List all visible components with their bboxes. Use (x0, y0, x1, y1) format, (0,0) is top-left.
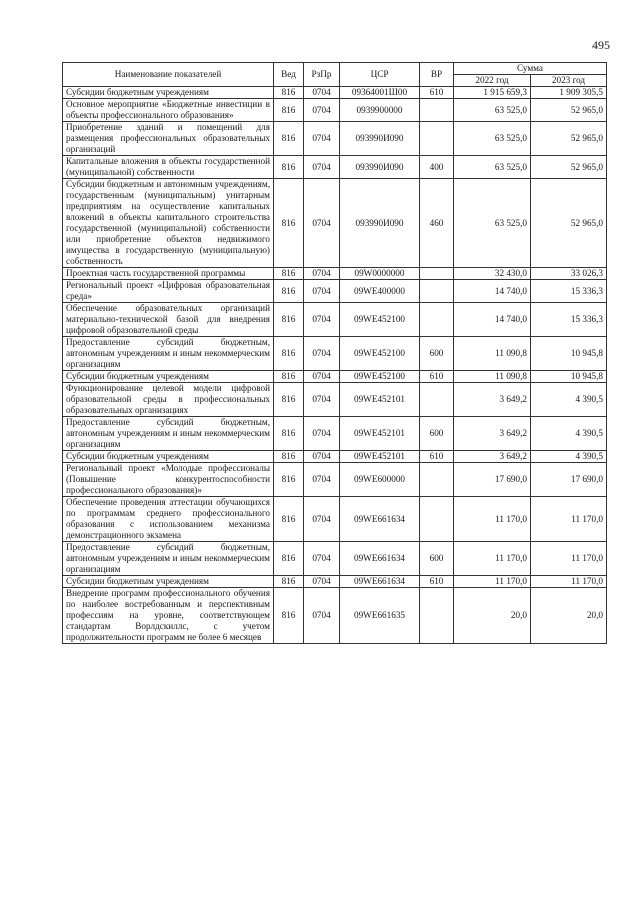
cell-rzpr: 0704 (304, 179, 340, 268)
cell-rzpr: 0704 (304, 451, 340, 463)
cell-vr (420, 588, 454, 644)
cell-ved: 816 (274, 588, 304, 644)
cell-ved: 816 (274, 542, 304, 576)
table-body (63, 87, 607, 644)
cell-name: Обеспечение проведения аттестации обучающихся по программам среднего профессионального образования с использованием механизма демонстрационного экзамена (63, 497, 274, 542)
table-row (63, 268, 607, 280)
table-row (63, 303, 607, 337)
table-row (63, 588, 607, 644)
header-ved: Вед (274, 63, 304, 87)
cell-ved: 816 (274, 99, 304, 122)
cell-y2023: 1 909 305,5 (531, 87, 607, 99)
header-name: Наименование показателей (63, 63, 274, 87)
cell-y2022: 20,0 (454, 588, 531, 644)
cell-csr: 09WE400000 (340, 280, 420, 303)
cell-ved: 816 (274, 383, 304, 417)
table-row (63, 280, 607, 303)
cell-name: Капитальные вложения в объекты государственной (муниципальной) собственности (63, 156, 274, 179)
table-row (63, 576, 607, 588)
cell-y2023: 4 390,5 (531, 451, 607, 463)
cell-vr (420, 463, 454, 497)
table-row (63, 451, 607, 463)
cell-y2022: 32 430,0 (454, 268, 531, 280)
table-row (63, 99, 607, 122)
cell-ved: 816 (274, 497, 304, 542)
cell-y2023: 11 170,0 (531, 576, 607, 588)
cell-name: Субсидии бюджетным учреждениям (63, 576, 274, 588)
budget-table (62, 62, 607, 644)
cell-name: Функционирование целевой модели цифровой образовательной среды в профессиональных образовательных организациях (63, 383, 274, 417)
header-rzpr: РзПр (304, 63, 340, 87)
header-year-2022: 2022 год (454, 75, 531, 87)
cell-y2023: 17 690,0 (531, 463, 607, 497)
cell-csr: 0939900000 (340, 99, 420, 122)
cell-ved: 816 (274, 303, 304, 337)
table-row (63, 417, 607, 451)
cell-name: Субсидии бюджетным и автономным учреждениям, государственным (муниципальным) унитарным предприятиям на осуществление капитальных вложений в объекты капитального строительства государственной (муниципальной) собственности или приобретение объектов недвижимого имущества в государственную (муниципальную) собственность (63, 179, 274, 268)
cell-csr: 09WE661635 (340, 588, 420, 644)
cell-y2022: 11 090,8 (454, 337, 531, 371)
cell-y2022: 1 915 659,3 (454, 87, 531, 99)
cell-y2022: 63 525,0 (454, 122, 531, 156)
cell-vr: 600 (420, 337, 454, 371)
cell-ved: 816 (274, 337, 304, 371)
table-row (63, 497, 607, 542)
table-row (63, 122, 607, 156)
cell-rzpr: 0704 (304, 156, 340, 179)
table-row (63, 156, 607, 179)
cell-y2023: 11 170,0 (531, 542, 607, 576)
cell-y2022: 3 649,2 (454, 417, 531, 451)
cell-rzpr: 0704 (304, 87, 340, 99)
cell-y2023: 11 170,0 (531, 497, 607, 542)
cell-rzpr: 0704 (304, 417, 340, 451)
cell-y2023: 33 026,3 (531, 268, 607, 280)
cell-csr: 09WE600000 (340, 463, 420, 497)
cell-ved: 816 (274, 87, 304, 99)
header-row (63, 63, 607, 75)
cell-y2022: 63 525,0 (454, 99, 531, 122)
cell-vr (420, 303, 454, 337)
cell-csr: 09WE452101 (340, 417, 420, 451)
cell-y2022: 11 090,8 (454, 371, 531, 383)
cell-vr (420, 122, 454, 156)
cell-name: Основное мероприятие «Бюджетные инвестиции в объекты профессионального образования» (63, 99, 274, 122)
cell-name: Предоставление субсидий бюджетным, автономным учреждениям и иным некоммерческим организациям (63, 337, 274, 371)
table-row (63, 179, 607, 268)
cell-y2022: 3 649,2 (454, 451, 531, 463)
cell-csr: 09WE661634 (340, 542, 420, 576)
page-number: 495 (592, 38, 610, 52)
header-sum: Сумма (454, 63, 607, 75)
cell-vr: 610 (420, 451, 454, 463)
cell-vr (420, 99, 454, 122)
cell-rzpr: 0704 (304, 383, 340, 417)
cell-csr: 09WE452100 (340, 303, 420, 337)
cell-csr: 09WE661634 (340, 576, 420, 588)
cell-y2022: 3 649,2 (454, 383, 531, 417)
cell-ved: 816 (274, 371, 304, 383)
cell-csr: 09WE452101 (340, 451, 420, 463)
cell-y2022: 11 170,0 (454, 542, 531, 576)
table-row (63, 371, 607, 383)
cell-vr: 600 (420, 417, 454, 451)
cell-vr (420, 383, 454, 417)
cell-vr: 610 (420, 576, 454, 588)
table-row (63, 542, 607, 576)
cell-y2022: 14 740,0 (454, 280, 531, 303)
cell-rzpr: 0704 (304, 576, 340, 588)
cell-rzpr: 0704 (304, 337, 340, 371)
cell-csr: 09WE452100 (340, 337, 420, 371)
cell-ved: 816 (274, 179, 304, 268)
header-csr: ЦСР (340, 63, 420, 87)
cell-y2023: 10 945,8 (531, 371, 607, 383)
cell-vr: 460 (420, 179, 454, 268)
cell-y2023: 10 945,8 (531, 337, 607, 371)
cell-rzpr: 0704 (304, 268, 340, 280)
cell-y2023: 52 965,0 (531, 99, 607, 122)
cell-vr: 610 (420, 371, 454, 383)
header-year-2023: 2023 год (531, 75, 607, 87)
cell-vr: 600 (420, 542, 454, 576)
table-row (63, 337, 607, 371)
header-vr: ВР (420, 63, 454, 87)
cell-rzpr: 0704 (304, 280, 340, 303)
cell-vr (420, 280, 454, 303)
cell-rzpr: 0704 (304, 463, 340, 497)
cell-csr: 09364001Ш00 (340, 87, 420, 99)
cell-name: Внедрение программ профессионального обучения по наиболее востребованным и перспективным профессиям на уровне, соответствующем стандартам Ворлдскиллс, с учетом продолжительности программ не более 6 месяцев (63, 588, 274, 644)
cell-name: Проектная часть государственной программы (63, 268, 274, 280)
cell-y2023: 15 336,3 (531, 280, 607, 303)
cell-ved: 816 (274, 280, 304, 303)
cell-vr: 400 (420, 156, 454, 179)
cell-name: Региональный проект «Цифровая образовательная среда» (63, 280, 274, 303)
cell-name: Предоставление субсидий бюджетным, автономным учреждениям и иным некоммерческим организациям (63, 542, 274, 576)
cell-ved: 816 (274, 417, 304, 451)
cell-y2023: 15 336,3 (531, 303, 607, 337)
cell-rzpr: 0704 (304, 122, 340, 156)
cell-rzpr: 0704 (304, 371, 340, 383)
cell-csr: 093990И090 (340, 156, 420, 179)
cell-name: Субсидии бюджетным учреждениям (63, 371, 274, 383)
cell-ved: 816 (274, 576, 304, 588)
cell-name: Предоставление субсидий бюджетным, автономным учреждениям и иным некоммерческим организациям (63, 417, 274, 451)
cell-name: Приобретение зданий и помещений для размещения профессиональных образовательных организаций (63, 122, 274, 156)
cell-y2022: 17 690,0 (454, 463, 531, 497)
cell-y2023: 52 965,0 (531, 156, 607, 179)
cell-csr: 09WE452101 (340, 383, 420, 417)
cell-ved: 816 (274, 268, 304, 280)
cell-vr (420, 268, 454, 280)
cell-rzpr: 0704 (304, 542, 340, 576)
cell-ved: 816 (274, 451, 304, 463)
cell-vr (420, 497, 454, 542)
cell-y2023: 52 965,0 (531, 179, 607, 268)
cell-rzpr: 0704 (304, 303, 340, 337)
cell-y2023: 20,0 (531, 588, 607, 644)
cell-y2023: 4 390,5 (531, 383, 607, 417)
cell-ved: 816 (274, 156, 304, 179)
cell-name: Региональный проект «Молодые профессионалы (Повышение конкурентоспособности профессионального образования)» (63, 463, 274, 497)
cell-y2023: 4 390,5 (531, 417, 607, 451)
cell-ved: 816 (274, 463, 304, 497)
table-row (63, 87, 607, 99)
cell-ved: 816 (274, 122, 304, 156)
cell-vr: 610 (420, 87, 454, 99)
cell-csr: 09WE452100 (340, 371, 420, 383)
cell-csr: 09W0000000 (340, 268, 420, 280)
table-row (63, 463, 607, 497)
cell-csr: 093990И090 (340, 179, 420, 268)
cell-y2023: 52 965,0 (531, 122, 607, 156)
cell-csr: 093990И090 (340, 122, 420, 156)
cell-rzpr: 0704 (304, 497, 340, 542)
cell-name: Субсидии бюджетным учреждениям (63, 451, 274, 463)
cell-y2022: 63 525,0 (454, 179, 531, 268)
cell-rzpr: 0704 (304, 99, 340, 122)
cell-y2022: 11 170,0 (454, 576, 531, 588)
cell-rzpr: 0704 (304, 588, 340, 644)
table-row (63, 383, 607, 417)
cell-y2022: 63 525,0 (454, 156, 531, 179)
cell-y2022: 14 740,0 (454, 303, 531, 337)
cell-name: Обеспечение образовательных организаций материально-технической базой для внедрения цифровой образовательной среды (63, 303, 274, 337)
cell-csr: 09WE661634 (340, 497, 420, 542)
cell-name: Субсидии бюджетным учреждениям (63, 87, 274, 99)
cell-y2022: 11 170,0 (454, 497, 531, 542)
